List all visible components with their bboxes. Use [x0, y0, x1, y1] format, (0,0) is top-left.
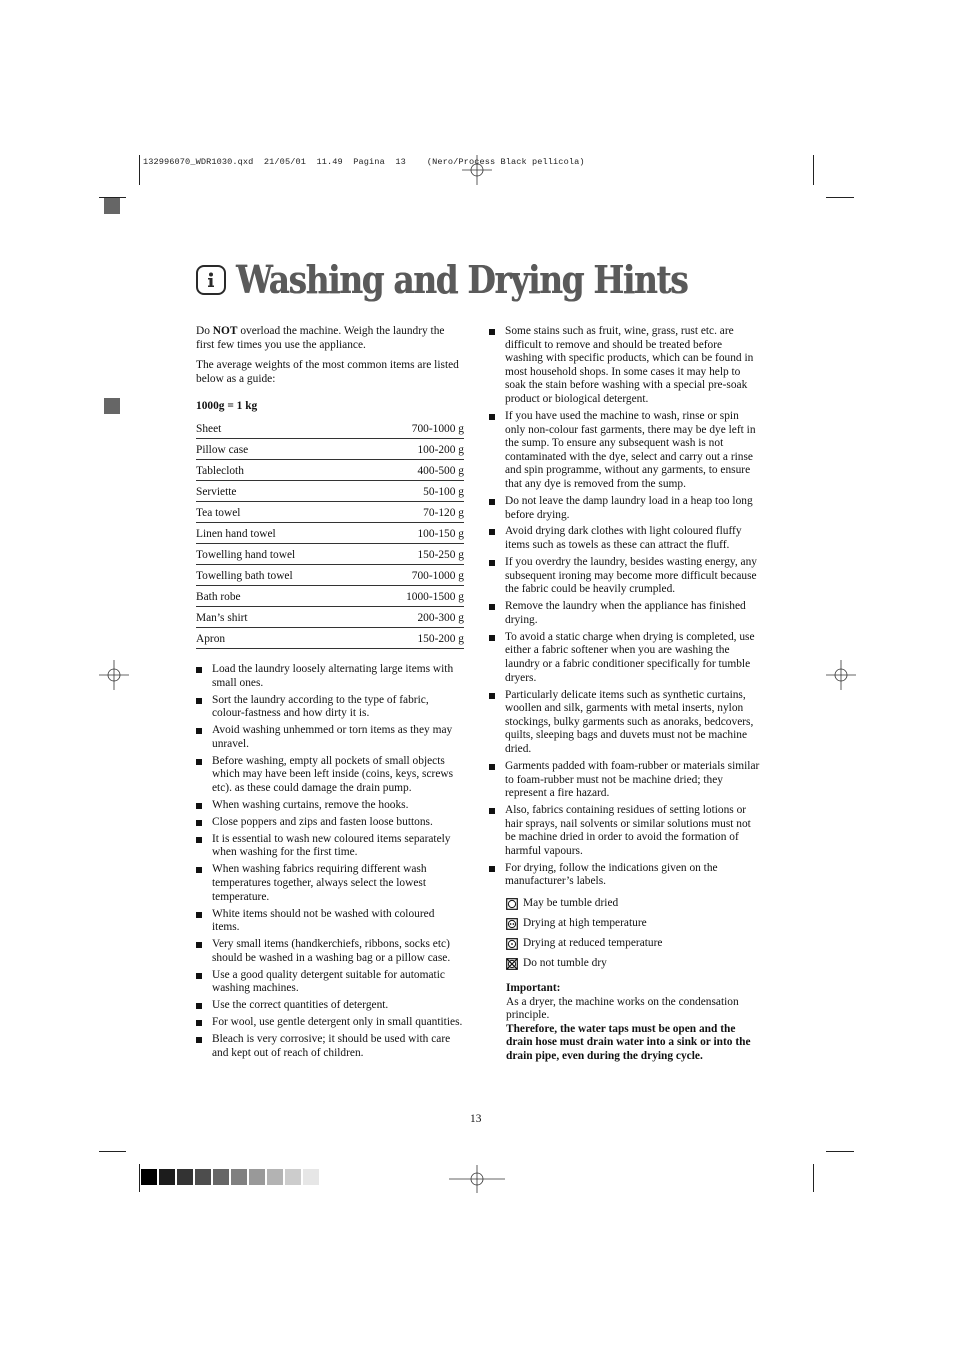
color-swatch	[159, 1169, 175, 1185]
color-swatch	[213, 1169, 229, 1185]
list-item: White items should not be washed with coloured items.	[196, 908, 464, 935]
important-note	[489, 982, 761, 1064]
list-item: Bleach is very corrosive; it should be used with care and kept out of reach of children.	[196, 1033, 464, 1060]
color-swatch	[285, 1169, 301, 1185]
intro-paragraph: The average weights of the most common items are listed below as a guide:	[196, 359, 459, 385]
list-item: Load the laundry loosely alternating large items with small ones.	[196, 663, 464, 690]
tumble-dry-high-icon	[506, 918, 523, 930]
table-row	[196, 627, 464, 648]
list-item: For drying, follow the indications given on the manufacturer’s labels.	[489, 862, 761, 889]
left-column	[196, 325, 464, 649]
intro	[196, 325, 464, 386]
color-swatch	[249, 1169, 265, 1185]
list-item: Sort the laundry according to the type of fabric, colour-fastness and how dirty it is.	[196, 694, 464, 721]
crop-mark	[139, 155, 140, 185]
table-row	[196, 543, 464, 564]
list-item: Some stains such as fruit, wine, grass, rust etc. are difficult to remove and should be treated before washing with specific products, which can be found in most household shops. In some cases it may help to soak the stain before washing with a special pre-soak product or biological detergent.	[489, 325, 761, 407]
info-icon	[196, 265, 226, 295]
page-title: Washing and Drying Hints	[236, 256, 688, 302]
page-header	[196, 254, 761, 304]
item-weight: 70-120 g	[365, 501, 464, 522]
item-weight: 1000-1500 g	[365, 585, 464, 606]
item-name: Towelling hand towel	[196, 543, 365, 564]
item-weight: 150-200 g	[365, 627, 464, 648]
table-row	[196, 418, 464, 439]
list-item: Very small items (handkerchiefs, ribbons, socks etc) should be washed in a washing bag or a pillow case.	[196, 938, 464, 965]
item-name: Towelling bath towel	[196, 564, 365, 585]
registration-mark-icon	[99, 660, 129, 690]
registration-mark-icon	[462, 155, 492, 185]
tumble-dry-icon	[506, 898, 523, 910]
item-name: Man’s shirt	[196, 606, 365, 627]
crop-mark	[139, 1164, 140, 1192]
item-name: Pillow case	[196, 438, 365, 459]
item-weight: 50-100 g	[365, 480, 464, 501]
care-symbol-label: Drying at reduced temperature	[523, 937, 663, 950]
item-weight: 400-500 g	[365, 459, 464, 480]
crop-mark	[813, 1164, 814, 1192]
care-symbol-label: Drying at high temperature	[523, 917, 647, 930]
color-swatch	[231, 1169, 247, 1185]
table-row	[196, 522, 464, 543]
do-not-tumble-dry-icon	[506, 958, 523, 970]
item-weight: 150-250 g	[365, 543, 464, 564]
care-symbol-row	[506, 914, 761, 934]
list-item: Avoid washing unhemmed or torn items as they may unravel.	[196, 724, 464, 751]
list-item: Use a good quality detergent suitable for automatic washing machines.	[196, 969, 464, 996]
item-name: Apron	[196, 627, 365, 648]
list-item: When washing fabrics requiring different wash temperatures together, always select the lowest temperature.	[196, 863, 464, 904]
list-item: Particularly delicate items such as synthetic curtains, woollen and silk, garments with metal inserts, nylon stockings, bulky garments such as anoraks, bedcovers, quilts, sleeping bags and duvets must not be machine dried.	[489, 689, 761, 757]
list-item: If you overdry the laundry, besides wasting energy, any subsequent ironing may become more difficult because the fabric could be heavily crumpled.	[489, 556, 761, 597]
list-item: Use the correct quantities of detergent.	[196, 999, 464, 1013]
table-row	[196, 438, 464, 459]
care-symbol-row	[506, 934, 761, 954]
item-name: Bath robe	[196, 585, 365, 606]
printer-slug: 132996070_WDR1030.qxd 21/05/01 11.49 Pagina 13 (Nero/Process Black pellicola)	[143, 157, 585, 167]
item-name: Serviette	[196, 480, 365, 501]
item-name: Tablecloth	[196, 459, 365, 480]
care-symbols	[489, 894, 761, 974]
list-item: Also, fabrics containing residues of setting lotions or hair sprays, nail solvents or similar solutions must not be machine dried in order to avoid the formation of harmful vapours.	[489, 804, 761, 858]
color-swatch	[267, 1169, 283, 1185]
table-row	[196, 459, 464, 480]
color-bar	[141, 1169, 321, 1185]
care-symbol-label: Do not tumble dry	[523, 957, 607, 970]
item-weight: 700-1000 g	[365, 564, 464, 585]
right-column	[489, 325, 761, 1064]
table-row	[196, 501, 464, 522]
care-symbol-row	[506, 894, 761, 914]
list-item: If you have used the machine to wash, rinse or spin only non-colour fast garments, there may be dye left in the sump. To ensure any subsequent wash is not contaminated with the dye, select and carry out a rinse and spin programme, without any garments, to ensure that any dye is removed from the sump.	[489, 410, 761, 492]
color-swatch	[141, 1169, 157, 1185]
list-item: Close poppers and zips and fasten loose buttons.	[196, 816, 464, 830]
list-item: To avoid a static charge when drying is completed, use either a fabric softener when you are washing the laundry or a fabric conditioner specifically for tumble dryers.	[489, 631, 761, 685]
important-text: As a dryer, the machine works on the condensation principle.	[506, 995, 739, 1022]
margin-marker	[104, 398, 120, 414]
item-weight: 200-300 g	[365, 606, 464, 627]
list-item: Remove the laundry when the appliance has finished drying.	[489, 600, 761, 627]
table-row	[196, 606, 464, 627]
list-item: Do not leave the damp laundry load in a heap too long before drying.	[489, 495, 761, 522]
table-row	[196, 480, 464, 501]
list-item: Avoid drying dark clothes with light coloured fluffy items such as towels as these can attract the fluff.	[489, 525, 761, 552]
important-heading: Important:	[506, 982, 561, 995]
care-symbol-label: May be tumble dried	[523, 897, 619, 910]
color-swatch	[303, 1169, 319, 1185]
color-swatch	[195, 1169, 211, 1185]
item-name: Tea towel	[196, 501, 365, 522]
margin-marker	[104, 198, 120, 214]
crop-mark	[813, 155, 814, 185]
list-item: Before washing, empty all pockets of small objects which may have been left inside (coins, keys, screws etc). as these could damage the drain pump.	[196, 755, 464, 796]
list-item: Garments padded with foam-rubber or materials similar to foam-rubber must not be machine dried; they represent a fire hazard.	[489, 760, 761, 801]
unit-note: 1000g = 1 kg	[196, 400, 258, 413]
drying-hints-list	[489, 325, 761, 889]
item-weight: 100-200 g	[365, 438, 464, 459]
registration-mark-icon	[826, 660, 856, 690]
item-name: Sheet	[196, 418, 365, 439]
registration-mark-icon	[449, 1165, 505, 1193]
list-item: When washing curtains, remove the hooks.	[196, 799, 464, 813]
page-number: 13	[470, 1113, 482, 1125]
table-row	[196, 564, 464, 585]
list-item: It is essential to wash new coloured items separately when washing for the first time.	[196, 833, 464, 860]
crop-mark	[826, 1151, 854, 1152]
crop-mark	[99, 1151, 126, 1152]
item-weight: 700-1000 g	[365, 418, 464, 439]
tumble-dry-low-icon	[506, 938, 523, 950]
item-name: Linen hand towel	[196, 522, 365, 543]
care-symbol-row	[506, 954, 761, 974]
list-item: For wool, use gentle detergent only in small quantities.	[196, 1016, 464, 1030]
table-row	[196, 585, 464, 606]
color-swatch	[177, 1169, 193, 1185]
item-weight: 100-150 g	[365, 522, 464, 543]
crop-mark	[826, 197, 854, 198]
important-warning: Therefore, the water taps must be open and the drain hose must drain water into a sink or into the drain pipe, even during the drying cycle.	[506, 1022, 751, 1063]
intro-paragraph: Do NOT overload the machine. Weigh the laundry the first few times you use the appliance.	[196, 325, 445, 351]
washing-hints-list	[196, 663, 464, 1064]
weights-table	[196, 418, 464, 649]
